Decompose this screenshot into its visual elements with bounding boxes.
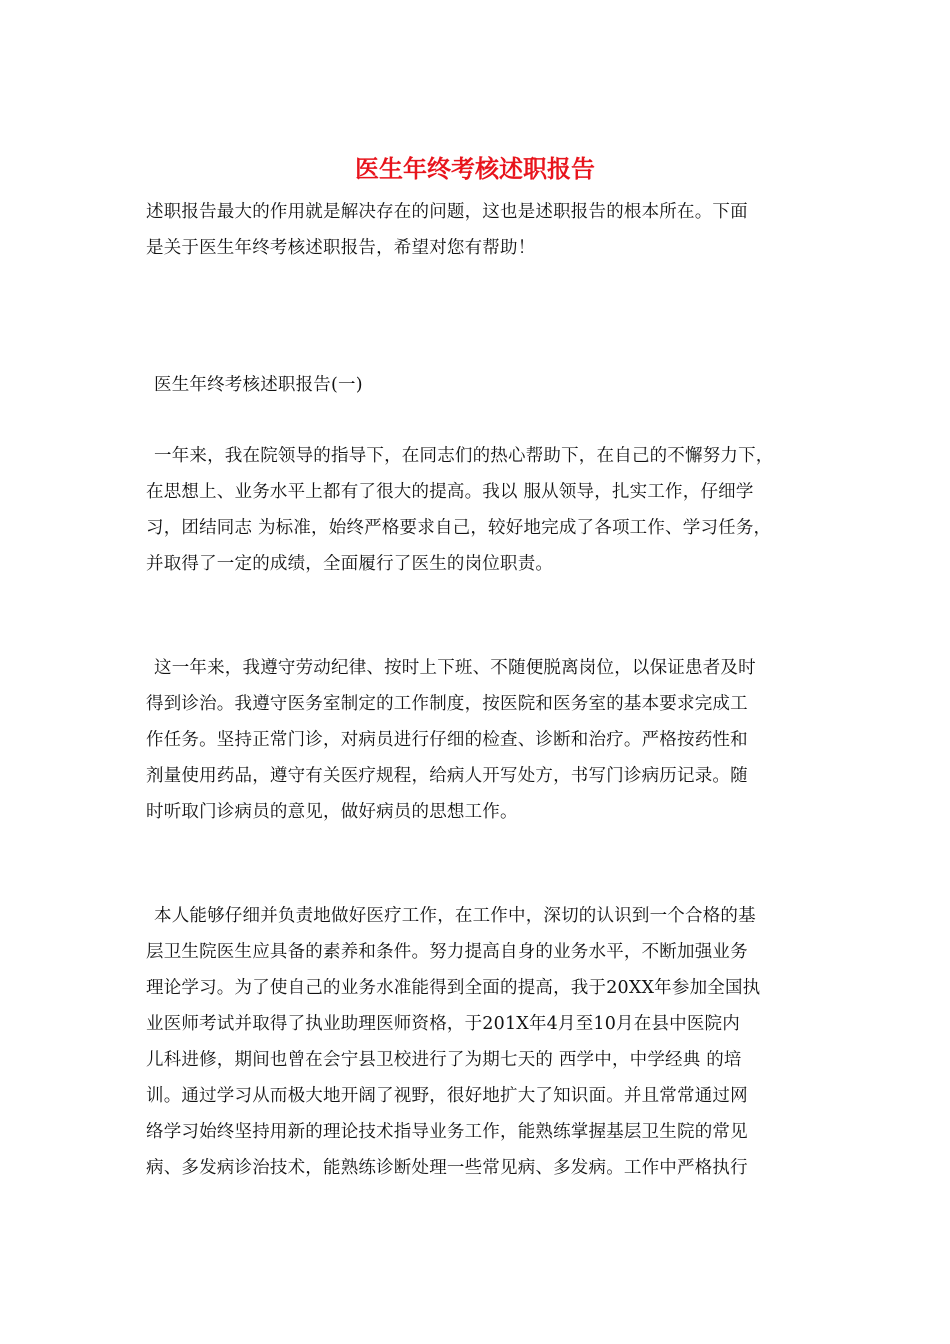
intro-line-2: 是关于医生年终考核述职报告，希望对您有帮助！ xyxy=(146,238,536,258)
intro-line-1: 述职报告最大的作用就是解决存在的问题，这也是述职报告的根本所在。下面 xyxy=(146,202,748,222)
paragraph1-line-4: 并取得了一定的成绩，全面履行了医生的岗位职责。 xyxy=(146,554,554,574)
paragraph3-line-4: 业医师考试并取得了执业助理医师资格，于201X年4月至10月在县中医院内 xyxy=(146,1014,740,1034)
paragraph3-line-3: 理论学习。为了使自己的业务水准能得到全面的提高，我于20XX年参加全国执 xyxy=(146,978,761,998)
paragraph3-line-6: 训。通过学习从而极大地开阔了视野，很好地扩大了知识面。并且常常通过网 xyxy=(146,1086,748,1106)
paragraph2-line-4: 剂量使用药品，遵守有关医疗规程，给病人开写处方，书写门诊病历记录。随 xyxy=(146,766,748,786)
paragraph2-line-2: 得到诊治。我遵守医务室制定的工作制度，按医院和医务室的基本要求完成工 xyxy=(146,694,748,714)
paragraph1-line-1: 一年来，我在院领导的指导下，在同志们的热心帮助下，在自己的不懈努力下， xyxy=(154,446,774,466)
paragraph3-line-7: 络学习始终坚持用新的理论技术指导业务工作，能熟练掌握基层卫生院的常见 xyxy=(146,1122,748,1142)
paragraph3-line-1: 本人能够仔细并负责地做好医疗工作，在工作中，深切的认识到一个合格的基 xyxy=(154,906,756,926)
paragraph2-line-3: 作任务。坚持正常门诊，对病员进行仔细的检查、诊断和治疗。严格按药性和 xyxy=(146,730,748,750)
paragraph3-line-8: 病、多发病诊治技术，能熟练诊断处理一些常见病、多发病。工作中严格执行 xyxy=(146,1158,748,1178)
paragraph3-line-2: 层卫生院医生应具备的素养和条件。努力提高自身的业务水平，不断加强业务 xyxy=(146,942,748,962)
paragraph1-line-3: 习，团结同志 为标准，始终严格要求自己，较好地完成了各项工作、学习任务， xyxy=(146,518,772,538)
document-title: 医生年终考核述职报告 xyxy=(355,154,595,183)
paragraph1-line-2: 在思想上、业务水平上都有了很大的提高。我以 服从领导，扎实工作，仔细学 xyxy=(146,482,754,502)
paragraph2-line-5: 时听取门诊病员的意见，做好病员的思想工作。 xyxy=(146,802,518,822)
paragraph3-line-5: 儿科进修，期间也曾在会宁县卫校进行了为期七天的 西学中，中学经典 的培 xyxy=(146,1050,742,1070)
section-heading: 医生年终考核述职报告(一) xyxy=(154,375,363,395)
paragraph2-line-1: 这一年来，我遵守劳动纪律、按时上下班、不随便脱离岗位，以保证患者及时 xyxy=(154,658,756,678)
